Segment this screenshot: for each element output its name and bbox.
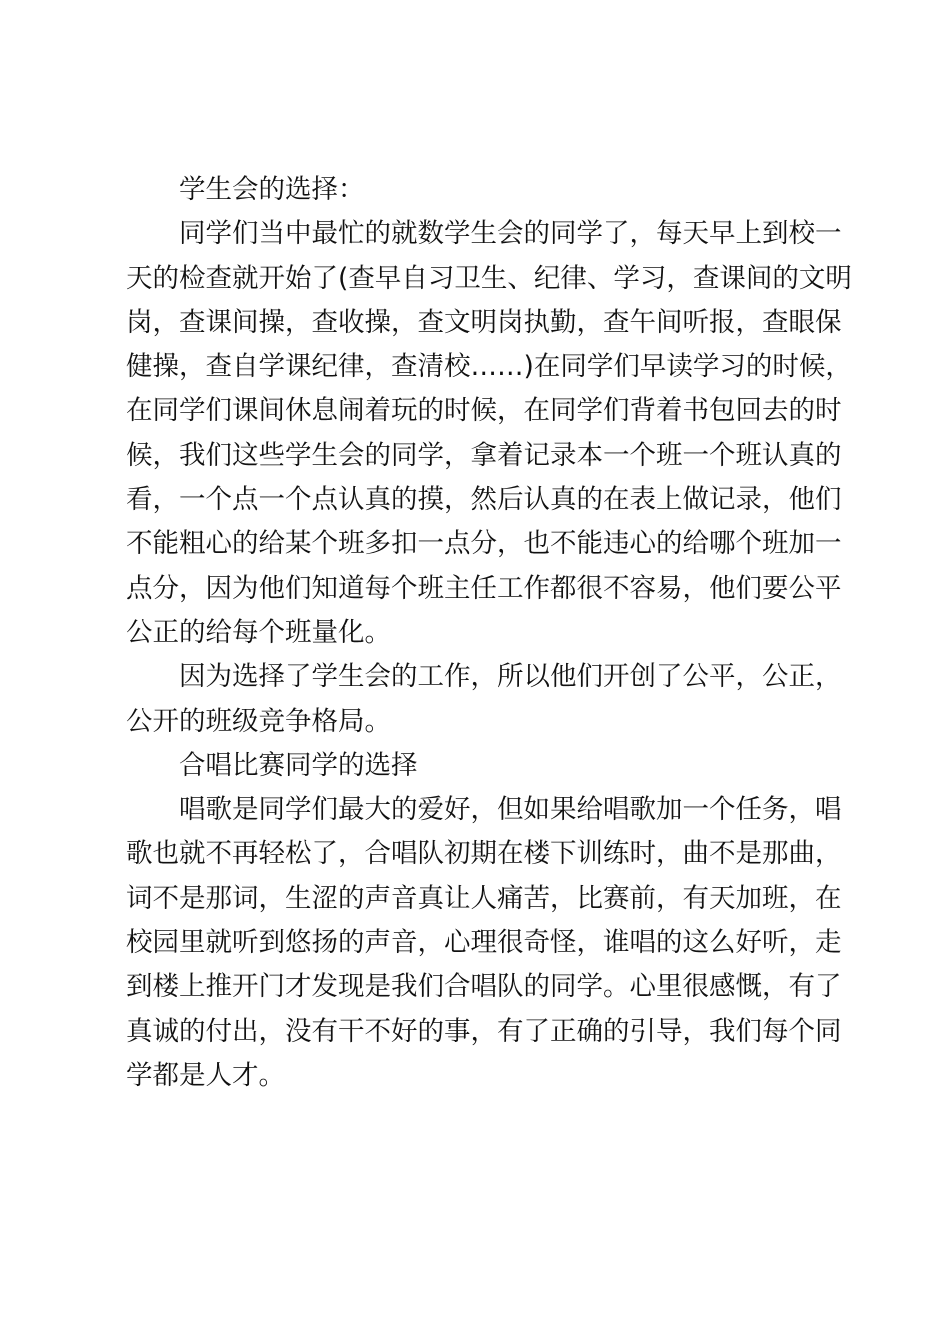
text-line: 在同学们课间休息闹着玩的时候，在同学们背着书包回去的时	[126, 395, 842, 427]
heading-student-union	[126, 168, 831, 212]
text-line: 公正的给每个班量化。	[126, 616, 391, 648]
text-line: 候，我们这些学生会的同学，拿着记录本一个班一个班认真的	[126, 439, 842, 471]
text-line: 健操，查自学课纪律，查清校……)在同学们早读学习的时候，	[126, 351, 852, 383]
paragraph-choir	[126, 788, 842, 1098]
text-line: 词不是那词，生涩的声音真让人痛苦，比赛前，有天加班，在	[126, 882, 842, 914]
text-line: 真诚的付出，没有干不好的事，有了正确的引导，我们每个同	[126, 1015, 842, 1047]
text-line: 岗，查课间操，查收操，查文明岗执勤，查午间听报，查眼保	[126, 306, 842, 338]
text-line: 校园里就听到悠扬的声音，心理很奇怪，谁唱的这么好听，走	[126, 927, 842, 959]
text-line: 点分，因为他们知道每个班主任工作都很不容易，他们要公平	[126, 572, 842, 604]
text-line: 公开的班级竞争格局。	[126, 705, 391, 737]
text-line: 同学们当中最忙的就数学生会的同学了，每天早上到校一	[179, 218, 842, 250]
paragraph-student-union-duties	[126, 212, 852, 655]
text-line: 到楼上推开门才发现是我们合唱队的同学。心里很感慨，有了	[126, 971, 842, 1003]
text-line: 合唱比赛同学的选择	[179, 749, 418, 781]
document-body	[126, 168, 852, 1098]
text-line: 学生会的选择：	[179, 174, 365, 205]
text-line: 歌也就不再轻松了，合唱队初期在楼下训练时，曲不是那曲，	[126, 838, 842, 870]
heading-choir	[126, 744, 831, 788]
text-line: 唱歌是同学们最大的爱好，但如果给唱歌加一个任务，唱	[179, 794, 842, 826]
text-line: 天的检查就开始了(查早自习卫生、纪律、学习，查课间的文明	[126, 262, 852, 294]
text-line: 学都是人才。	[126, 1059, 285, 1091]
text-line: 看，一个点一个点认真的摸，然后认真的在表上做记录，他们	[126, 484, 842, 516]
text-line: 不能粗心的给某个班多扣一点分，也不能违心的给哪个班加一	[126, 528, 842, 560]
paragraph-student-union-result	[126, 655, 842, 744]
text-line: 因为选择了学生会的工作，所以他们开创了公平，公正，	[179, 661, 842, 693]
